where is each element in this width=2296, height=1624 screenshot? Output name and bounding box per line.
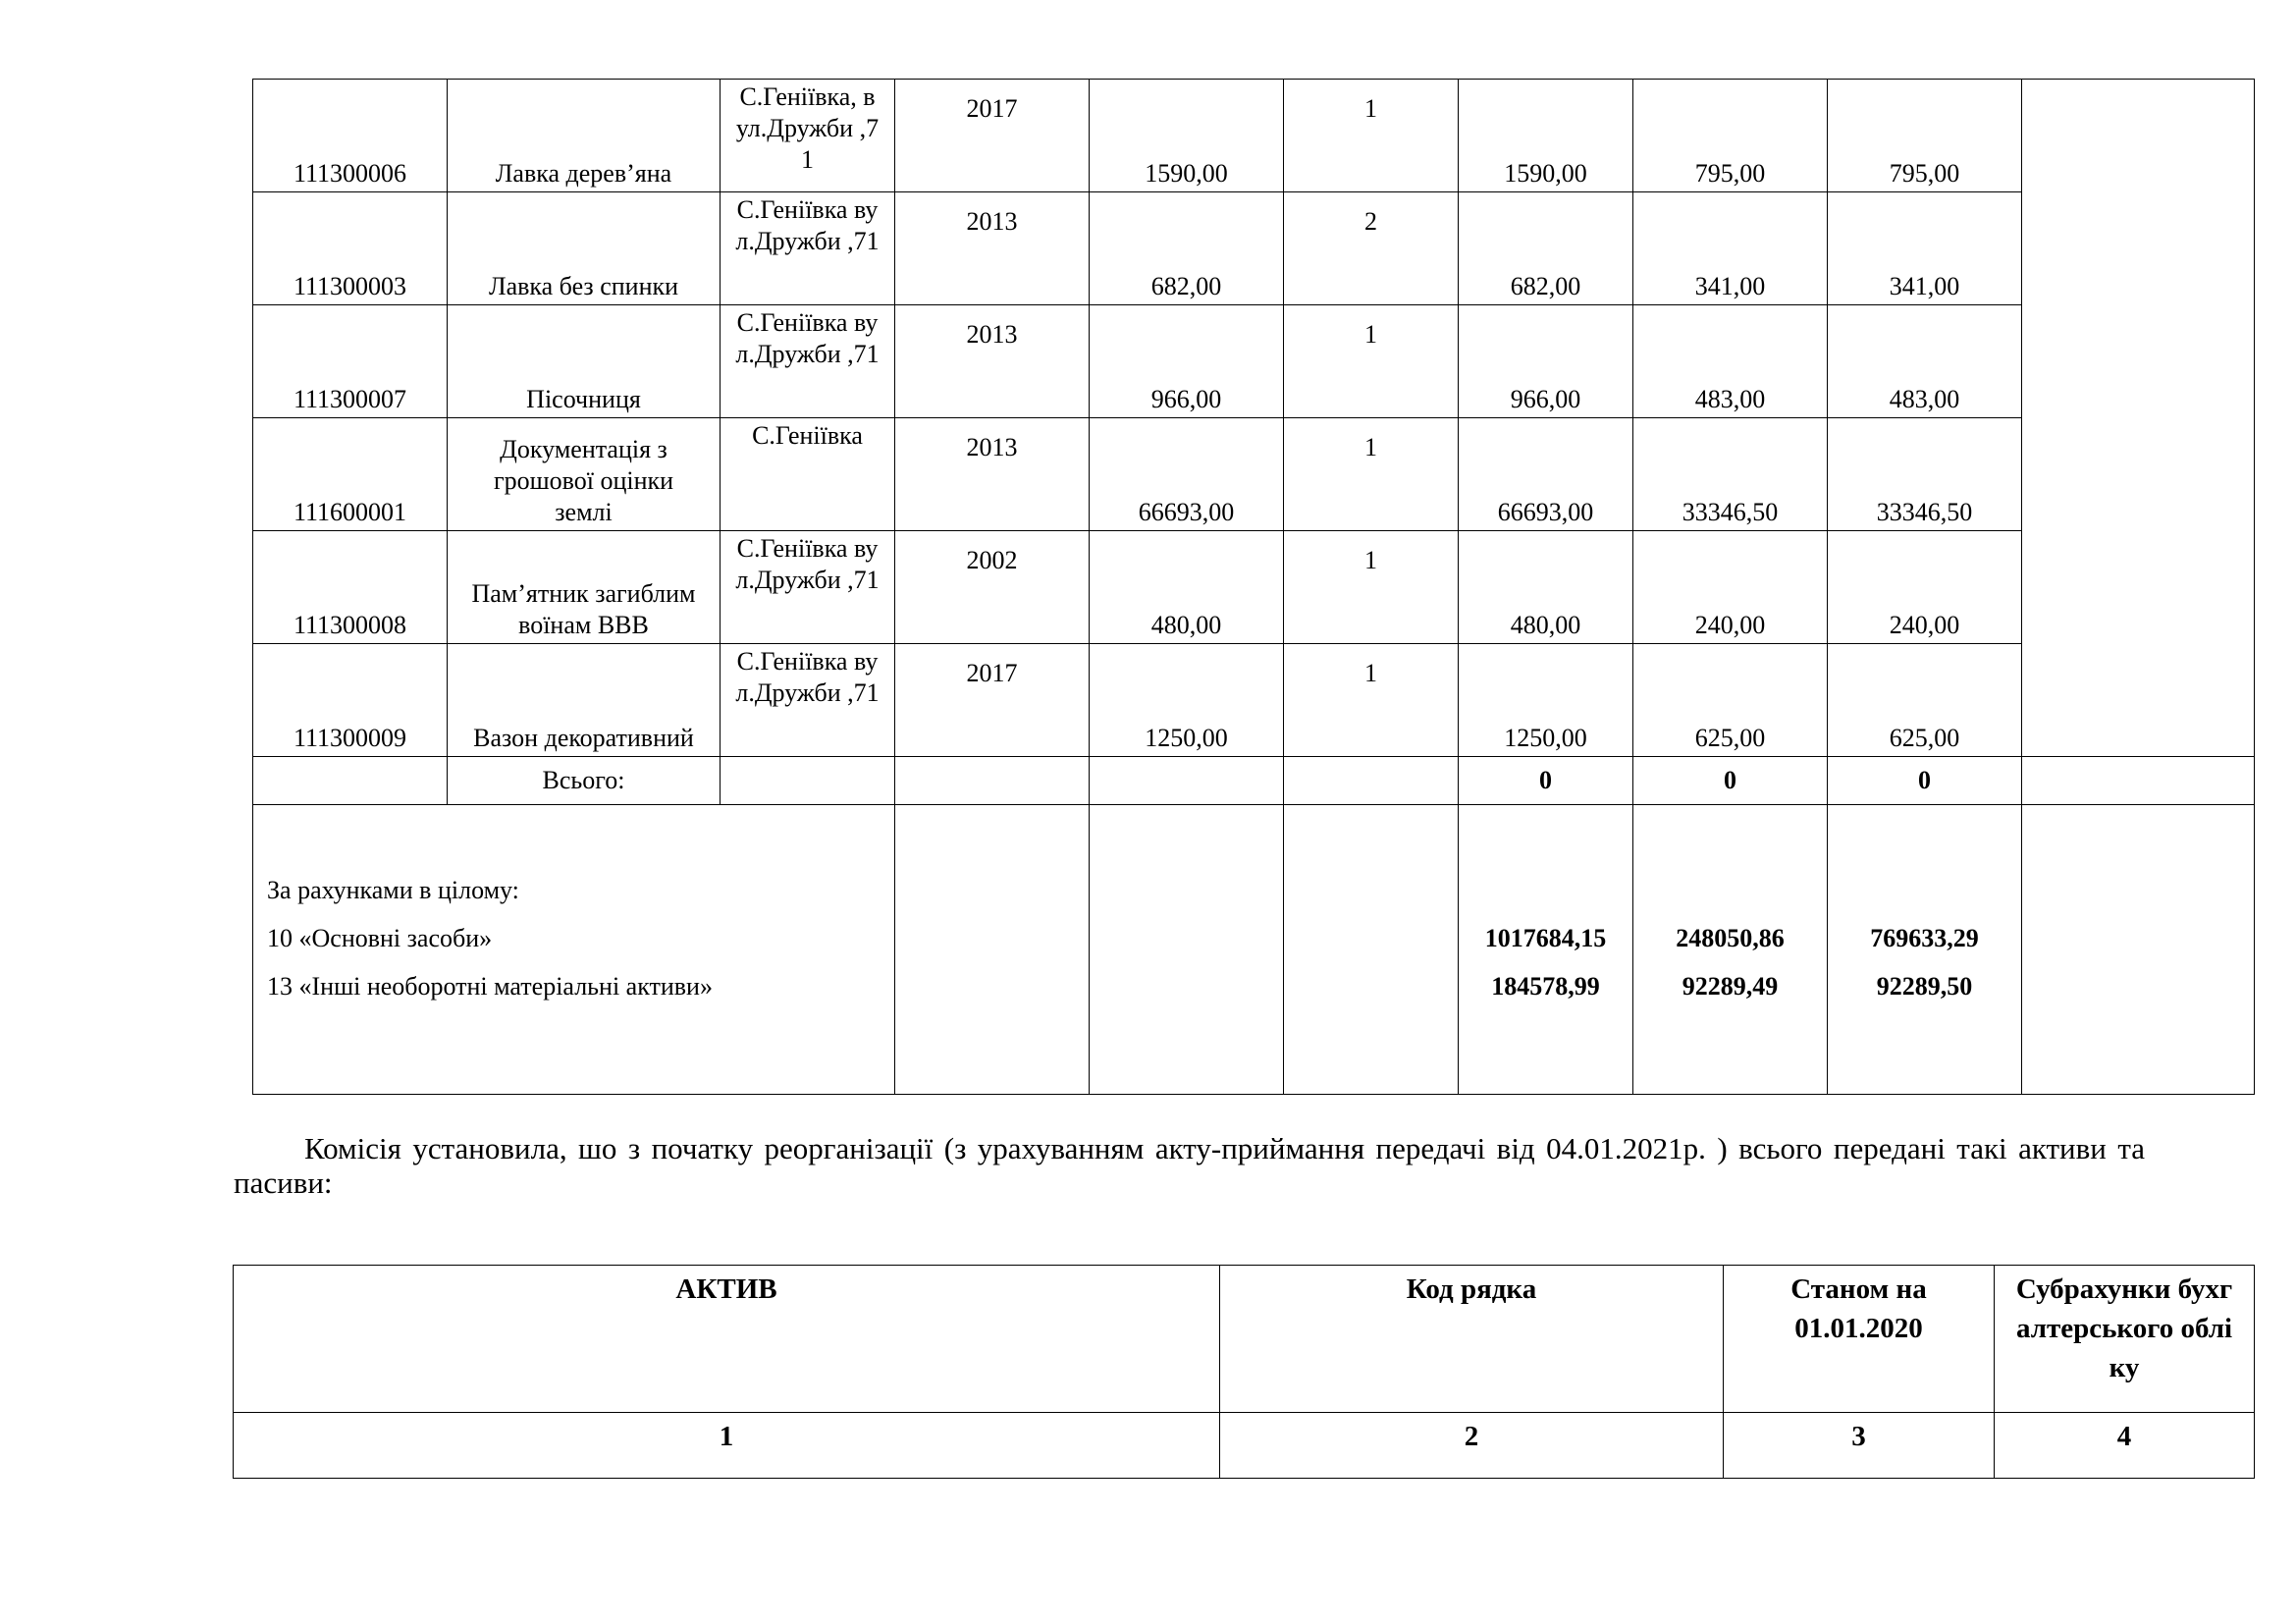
item-price: 682,00 [1150,272,1222,300]
notes-cell [2022,80,2255,757]
accounts-heading: За рахунками в цілому: [267,876,519,904]
item-year: 2002 [966,546,1018,574]
item-year: 2017 [966,659,1018,687]
other-assets-value: 184578,99 [1491,972,1600,1001]
balance-header-row [234,1266,2255,1413]
item-qty: 1 [1364,546,1377,574]
item-name: Пам’ятник загиблим воїнам ВВВ [471,579,696,639]
total-row [253,757,2255,805]
item-qty: 1 [1364,320,1377,349]
item-qty: 1 [1364,433,1377,461]
item-name: Вазон декоративний [473,724,694,752]
accounts-row [253,805,2255,1095]
item-name: Пісочниця [526,385,641,413]
item-depreciation: 795,00 [1694,159,1766,188]
balance-table [233,1265,2255,1479]
fixed-assets-label: 10 «Основні засоби» [267,924,493,952]
header-as-of: Станом на 01.01.2020 [1724,1266,1995,1413]
item-depreciation: 483,00 [1694,385,1766,413]
item-depreciation: 240,00 [1694,611,1766,639]
total-value: 0 [1459,757,1633,805]
col-number-1: 1 [234,1413,1220,1479]
item-depreciation: 625,00 [1694,724,1766,752]
conclusion-paragraph: Комісія установила, шо з початку реорганізації (з урахуванням акту-приймання передачі від 04.01.2021р. ) всього передані такі активи та пасиви: [234,1131,2145,1200]
asset-row [253,192,2255,305]
item-code: 111300003 [293,272,407,300]
item-depreciation: 341,00 [1694,272,1766,300]
asset-row [253,418,2255,531]
item-name: Лавка без спинки [488,272,679,300]
fixed-assets-residual: 769633,29 [1870,924,1979,952]
header-line-code: Код рядка [1220,1266,1724,1413]
item-qty: 1 [1364,94,1377,123]
asset-row [253,80,2255,192]
item-residual: 33346,50 [1876,498,1973,526]
balance-number-row [234,1413,2255,1479]
item-residual: 483,00 [1889,385,1960,413]
item-location: С.Геніївка вул.Дружби ,71 [735,195,880,255]
assets-table [252,79,2255,1095]
col-number-3: 3 [1724,1413,1995,1479]
item-name: Лавка дерев’яна [495,159,672,188]
item-value: 682,00 [1510,272,1581,300]
other-assets-label: 13 «Інші необоротні матеріальні активи» [267,972,713,1001]
item-price: 480,00 [1150,611,1222,639]
item-code: 111300006 [293,159,407,188]
item-depreciation: 33346,50 [1682,498,1779,526]
item-year: 2013 [966,433,1018,461]
total-residual: 0 [1828,757,2022,805]
item-location: С.Геніївка вул.Дружби ,71 [735,647,880,707]
item-code: 111300009 [293,724,407,752]
item-residual: 625,00 [1889,724,1960,752]
item-name: Документація з грошової оцінки землі [493,435,674,526]
item-year: 2013 [966,320,1018,349]
item-residual: 341,00 [1889,272,1960,300]
item-year: 2013 [966,207,1018,236]
col-number-4: 4 [1995,1413,2255,1479]
item-code: 111600001 [293,498,407,526]
header-subaccounts: Субрахунки бухгалтерського обліку [1995,1266,2255,1413]
item-value: 1250,00 [1504,724,1587,752]
item-qty: 1 [1364,659,1377,687]
item-qty: 2 [1364,207,1377,236]
item-code: 111300008 [293,611,407,639]
item-code: 111300007 [293,385,407,413]
item-location: С.Геніївка вул.Дружби ,71 [735,308,880,368]
item-value: 966,00 [1510,385,1581,413]
item-residual: 795,00 [1889,159,1960,188]
item-location: С.Геніївка, вул.Дружби ,71 [735,82,880,174]
item-price: 1250,00 [1145,724,1228,752]
asset-row [253,644,2255,757]
asset-row [253,305,2255,418]
item-year: 2017 [966,94,1018,123]
item-price: 1590,00 [1145,159,1228,188]
fixed-assets-depreciation: 248050,86 [1676,924,1785,952]
item-value: 480,00 [1510,611,1581,639]
total-label: Всього: [448,757,721,805]
other-assets-residual: 92289,50 [1876,972,1973,1001]
item-value: 66693,00 [1497,498,1594,526]
item-location: С.Геніївка вул.Дружби ,71 [735,534,880,594]
other-assets-depreciation: 92289,49 [1682,972,1779,1001]
item-value: 1590,00 [1504,159,1587,188]
fixed-assets-value: 1017684,15 [1484,924,1607,952]
col-number-2: 2 [1220,1413,1724,1479]
item-residual: 240,00 [1889,611,1960,639]
header-asset: АКТИВ [234,1266,1220,1413]
item-location: С.Геніївка [752,421,863,450]
item-price: 966,00 [1150,385,1222,413]
asset-row [253,531,2255,644]
item-price: 66693,00 [1138,498,1235,526]
total-depreciation: 0 [1633,757,1828,805]
